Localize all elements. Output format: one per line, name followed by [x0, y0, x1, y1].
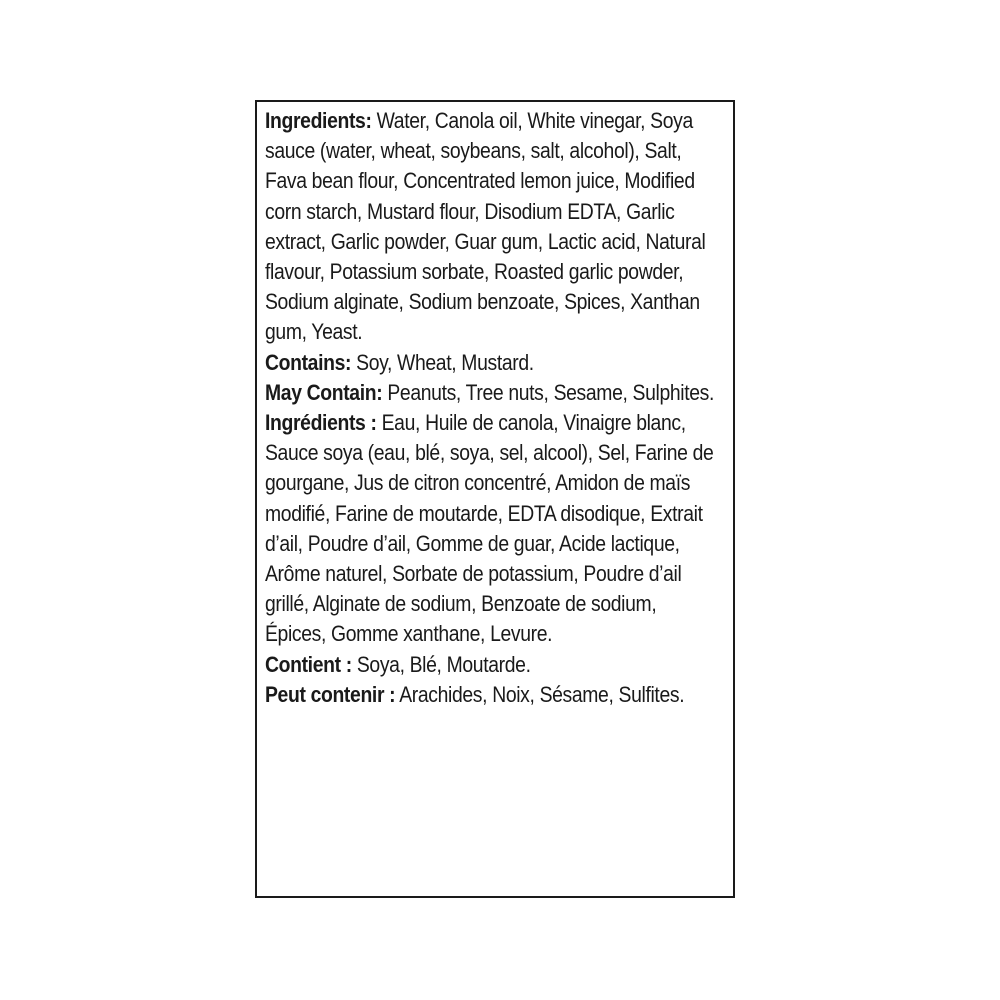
english-contains-heading: Contains: — [265, 349, 352, 375]
french-contains-paragraph — [265, 650, 722, 680]
french-ingredients-paragraph — [265, 408, 722, 650]
english-ingredients-paragraph — [265, 106, 722, 348]
french-ingredients-text: Eau, Huile de canola, Vinaigre blanc, Sauce soya (eau, blé, soya, sel, alcool), Sel, Farine de gourgane, Jus de citron concentré, Amidon de maïs modifié, Farine de moutarde, EDTA disodique, Extrait d’ail, Poudre d’ail, Gomme de guar, Acide lactique, Arôme naturel, Sorbate de potassium, Poudre d’ail grillé, Alginate de sodium, Benzoate de sodium, Épices, Gomme xanthane, Levure. — [265, 410, 714, 647]
english-ingredients-heading: Ingredients: — [265, 108, 372, 133]
english-contains-paragraph — [265, 348, 722, 378]
french-contains-text: Soya, Blé, Moutarde. — [351, 651, 531, 677]
french-may-contain-heading: Peut contenir : — [265, 681, 396, 707]
french-ingredients-heading: Ingrédients : — [265, 410, 377, 436]
ingredients-label-panel — [255, 100, 735, 898]
english-may-contain-text: Peanuts, Tree nuts, Sesame, Sulphites. — [382, 379, 715, 405]
english-may-contain-heading: May Contain: — [265, 379, 383, 405]
french-may-contain-paragraph — [265, 680, 722, 710]
english-ingredients-text: Water, Canola oil, White vinegar, Soya sauce (water, wheat, soybeans, salt, alcohol), Salt, Fava bean flour, Concentrated lemon juice, Modified corn starch, Mustard flour, Disodium EDTA, Garlic extract, Garlic powder, Guar gum, Lactic acid, Natural flavour, Potassium sorbate, Roasted garlic powder, Sodium alginate, Sodium benzoate, Spices, Xanthan gum, Yeast. — [265, 108, 706, 345]
french-contains-heading: Contient : — [265, 651, 352, 677]
french-may-contain-text: Arachides, Noix, Sésame, Sulfites. — [395, 681, 685, 707]
english-may-contain-paragraph — [265, 378, 722, 408]
english-contains-text: Soy, Wheat, Mustard. — [351, 349, 534, 375]
label-text-body — [265, 106, 722, 710]
